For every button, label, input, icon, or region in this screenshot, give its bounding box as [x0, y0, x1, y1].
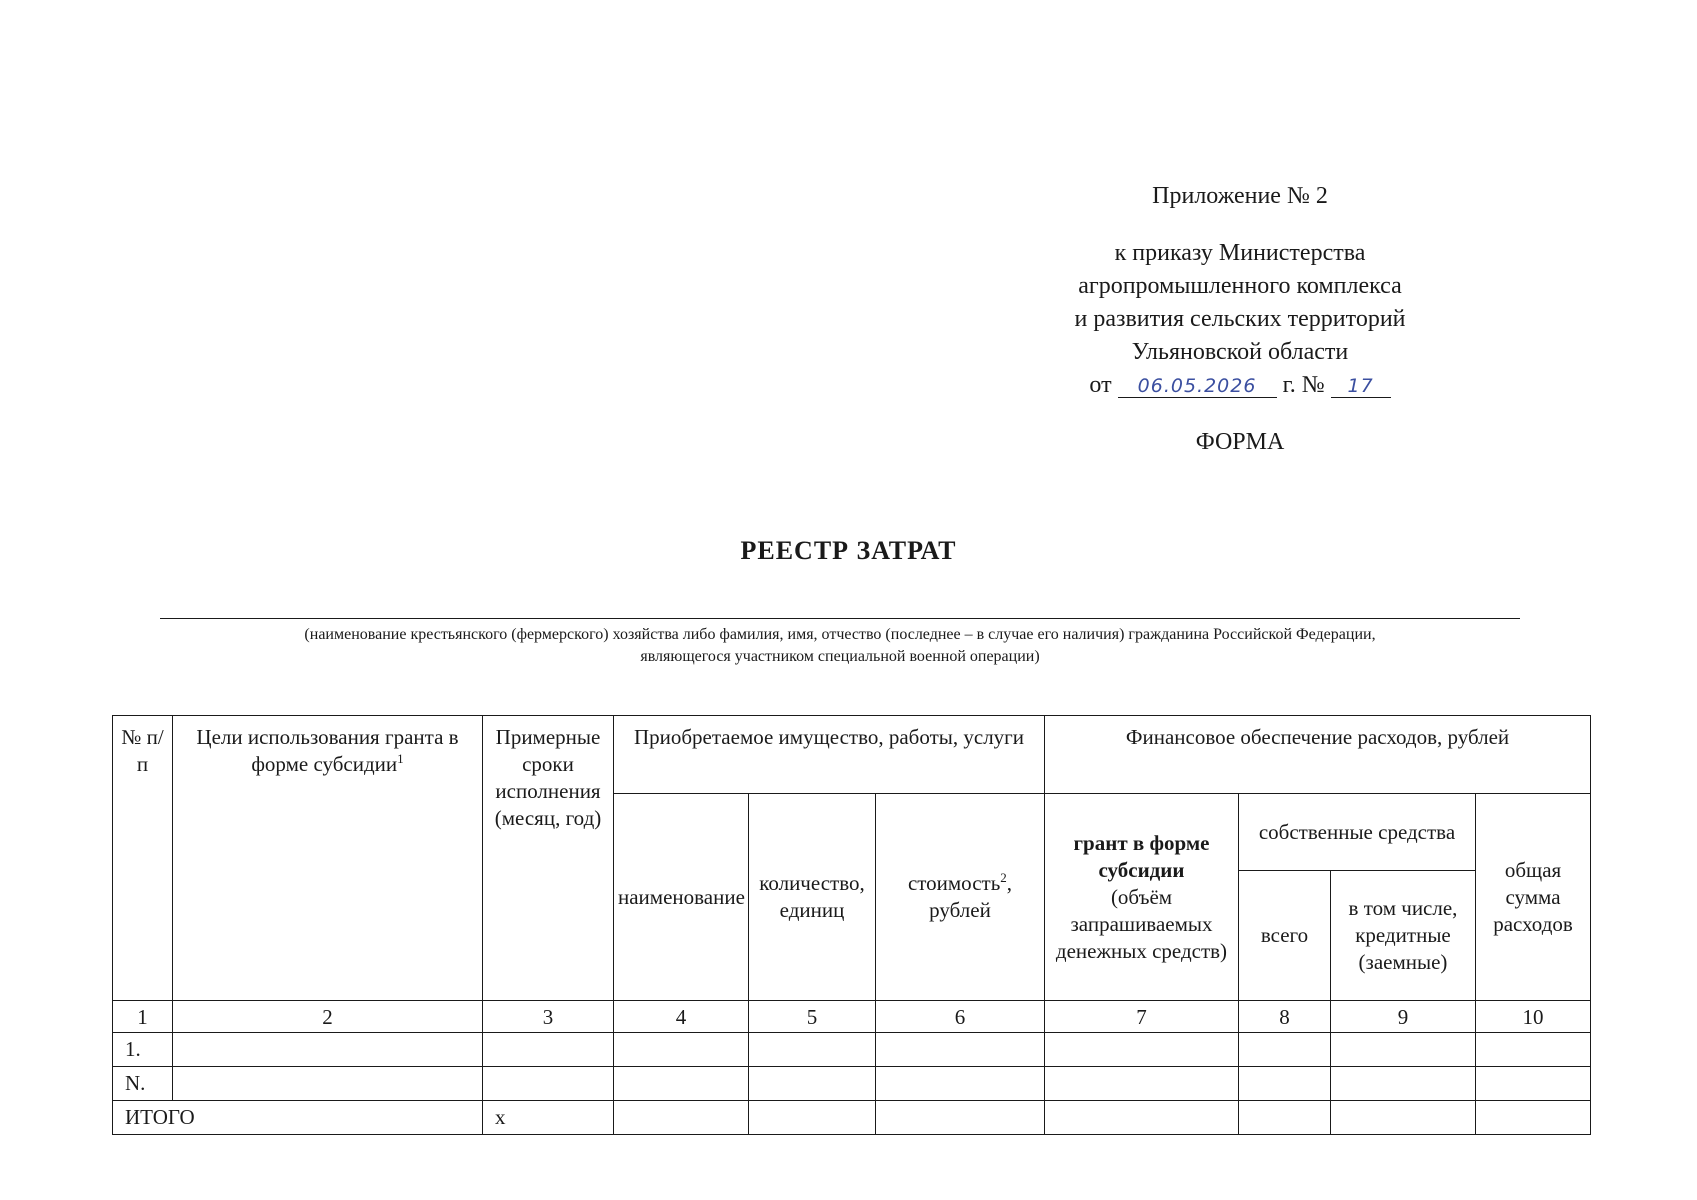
- header-col-cost: [876, 794, 1045, 1001]
- table-row: [113, 1067, 1591, 1101]
- header-col-terms: Примерные сроки исполнения (месяц, год): [483, 716, 614, 1001]
- column-number-cell: 8: [1239, 1001, 1331, 1033]
- name-caption: [150, 624, 1530, 668]
- header-col-cost-unit: , рублей: [929, 871, 1013, 922]
- column-number-cell: 1: [113, 1001, 173, 1033]
- order-line-2: агропромышленного комплекса: [1078, 273, 1402, 299]
- header-col-grant-title: грант в форме субсидии: [1073, 830, 1210, 882]
- form-label: ФОРМА: [1195, 429, 1285, 455]
- empty-cell: [749, 1067, 876, 1101]
- name-caption-line-1: (наименование крестьянского (фермерского) хозяйства либо фамилия, имя, отчество (последнее – в случае его наличия) гражданина Российской Федерации,: [304, 626, 1376, 643]
- header-col-number: № п/п: [113, 716, 173, 1001]
- header-col-grant-note: (объём запрашиваемых денежных средств): [1055, 884, 1228, 963]
- handwritten-date: 06.05.2026: [1118, 375, 1277, 398]
- empty-cell: [1331, 1033, 1476, 1067]
- order-line-1: к приказу Министерства: [1114, 240, 1366, 266]
- row-label-1: 1.: [113, 1033, 173, 1067]
- header-col-goals-text: Цели использования гранта в форме субсидии: [196, 725, 459, 776]
- cost-register-table: [112, 715, 1591, 1135]
- empty-cell: [614, 1033, 749, 1067]
- total-label: ИТОГО: [113, 1101, 483, 1135]
- table-row: [113, 1033, 1591, 1067]
- footnote-1: 1: [397, 751, 404, 766]
- empty-cell: [749, 1033, 876, 1067]
- empty-cell: [749, 1101, 876, 1135]
- empty-cell: [876, 1067, 1045, 1101]
- empty-cell: [1476, 1033, 1591, 1067]
- column-number-cell: 6: [876, 1001, 1045, 1033]
- header-col-name: наименование: [614, 794, 749, 1001]
- column-number-cell: 2: [173, 1001, 483, 1033]
- column-number-cell: 5: [749, 1001, 876, 1033]
- name-fill-line: [160, 618, 1520, 619]
- date-suffix: г. №: [1282, 372, 1325, 398]
- order-date-line: [1030, 369, 1450, 402]
- column-number-cell: 3: [483, 1001, 614, 1033]
- header-col-grant: [1045, 794, 1239, 1001]
- empty-cell: [1045, 1067, 1239, 1101]
- handwritten-order-number: 17: [1331, 375, 1391, 398]
- empty-cell: [483, 1067, 614, 1101]
- empty-cell: [1045, 1101, 1239, 1135]
- empty-cell: [1476, 1067, 1591, 1101]
- header-col-quantity: количество, единиц: [749, 794, 876, 1001]
- footnote-2: 2: [1000, 870, 1007, 885]
- order-line-4: Ульяновской области: [1131, 339, 1349, 365]
- empty-cell: [614, 1101, 749, 1135]
- column-number-cell: 10: [1476, 1001, 1591, 1033]
- empty-cell: [173, 1067, 483, 1101]
- row-label-n: N.: [113, 1067, 173, 1101]
- empty-cell: [1045, 1033, 1239, 1067]
- empty-cell: [614, 1067, 749, 1101]
- header-col-own-credit: в том числе, кредитные (заемные): [1331, 871, 1476, 1001]
- empty-cell: [1476, 1101, 1591, 1135]
- total-col3-mark: х: [483, 1101, 614, 1135]
- document-title: РЕЕСТР ЗАТРАТ: [740, 536, 957, 565]
- header-col-own-total: всего: [1239, 871, 1331, 1001]
- header-group-property: Приобретаемое имущество, работы, услуги: [614, 716, 1045, 794]
- empty-cell: [1239, 1033, 1331, 1067]
- empty-cell: [876, 1033, 1045, 1067]
- empty-cell: [173, 1033, 483, 1067]
- header-col-goals: [173, 716, 483, 1001]
- header-group-own-funds: собственные средства: [1239, 794, 1476, 871]
- empty-cell: [483, 1033, 614, 1067]
- header-col-cost-text: стоимость: [907, 871, 1001, 895]
- column-number-cell: 4: [614, 1001, 749, 1033]
- empty-cell: [1331, 1101, 1476, 1135]
- header-group-finance: Финансовое обеспечение расходов, рублей: [1045, 716, 1591, 794]
- total-row: [113, 1101, 1591, 1135]
- empty-cell: [1331, 1067, 1476, 1101]
- date-prefix: от: [1089, 372, 1112, 398]
- order-line-3: и развития сельских территорий: [1074, 306, 1406, 332]
- empty-cell: [1239, 1101, 1331, 1135]
- empty-cell: [876, 1101, 1045, 1135]
- column-number-cell: 7: [1045, 1001, 1239, 1033]
- appendix-number: Приложение № 2: [1152, 183, 1328, 209]
- name-caption-line-2: являющегося участником специальной военной операции): [640, 648, 1040, 665]
- header-col-total-expenses: общая сумма расходов: [1476, 794, 1591, 1001]
- appendix-header: [1030, 180, 1450, 459]
- empty-cell: [1239, 1067, 1331, 1101]
- column-number-cell: 9: [1331, 1001, 1476, 1033]
